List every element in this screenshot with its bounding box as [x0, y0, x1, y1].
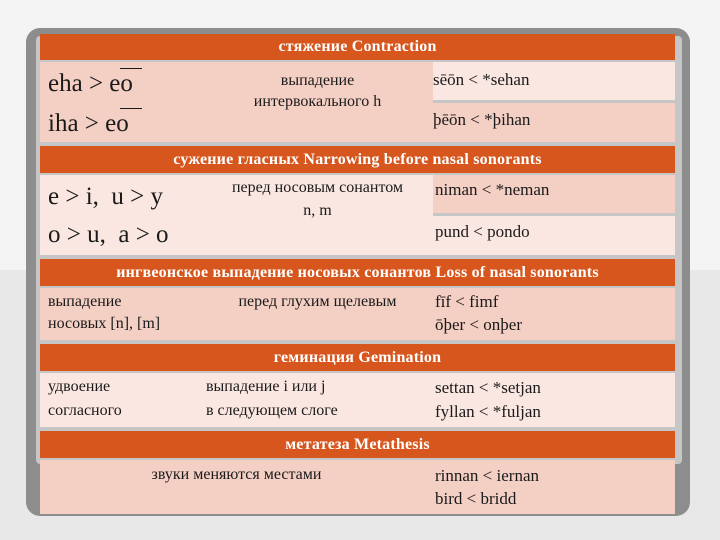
- macron-mark-1: [120, 68, 142, 69]
- narrowing-example-2: pund < pondo: [435, 222, 530, 241]
- contraction-condition-line-2: интервокального h: [253, 93, 382, 110]
- gemination-example-2: fyllan < *fuljan: [435, 402, 541, 421]
- nasal-loss-rule-line-2: носовых [n], [m]: [48, 315, 161, 332]
- macron-mark-2: [120, 108, 142, 109]
- narrowing-condition-cell: [202, 175, 433, 255]
- nasal-loss-example-2: ōþer < onþer: [435, 315, 523, 334]
- nasal-loss-header: ингвеонское выпадение носовых сонантов Loss of nasal sonorants: [40, 259, 675, 286]
- metathesis-description: звуки меняются местами: [151, 466, 322, 483]
- contraction-rules-cell: [40, 62, 202, 142]
- narrowing-rule-1: e > i, u > y: [48, 183, 163, 210]
- contraction-example-cell-2: [433, 103, 675, 142]
- contraction-condition-cell: [202, 62, 433, 142]
- gemination-header: геминация Gemination: [40, 344, 675, 371]
- narrowing-rule-2: o > u, a > o: [48, 221, 169, 248]
- narrowing-rules-cell: [40, 175, 202, 255]
- gemination-rule-line-1: удвоение: [48, 378, 111, 395]
- contraction-rule-1: eha > eo: [48, 70, 133, 97]
- nasal-loss-condition: перед глухим щелевым: [238, 293, 397, 310]
- narrowing-row: [40, 175, 675, 255]
- metathesis-description-cell: [40, 460, 433, 514]
- metathesis-row: [40, 460, 675, 514]
- gemination-example-cell: [433, 373, 675, 427]
- gemination-condition-line-2: в следующем слоге: [206, 402, 338, 419]
- gemination-rule-cell: [40, 373, 202, 427]
- nasal-loss-rule-cell: [40, 288, 202, 340]
- gemination-condition-line-1: выпадение i или j: [206, 378, 326, 395]
- metathesis-example-2: bird < bridd: [435, 489, 517, 508]
- contraction-example-2: þēōn < *þihan: [433, 110, 531, 129]
- gemination-row: [40, 373, 675, 427]
- narrowing-condition-line-2: n, m: [303, 202, 332, 219]
- narrowing-example-1: niman < *neman: [435, 180, 550, 199]
- narrowing-example-cell-2: [433, 216, 675, 255]
- nasal-loss-condition-cell: [202, 288, 433, 340]
- metathesis-example-cell: [433, 460, 675, 514]
- gemination-example-1: settan < *setjan: [435, 378, 541, 397]
- gemination-rule-line-2: согласного: [48, 402, 122, 419]
- contraction-rule-2: iha > eo: [48, 110, 129, 137]
- contraction-example-1: sēōn < *sehan: [433, 70, 530, 89]
- metathesis-header: метатеза Metathesis: [40, 431, 675, 458]
- narrowing-condition-line-1: перед носовым сонантом: [231, 179, 404, 196]
- contraction-header: стяжение Contraction: [40, 34, 675, 60]
- narrowing-example-cell-1: [433, 175, 675, 213]
- nasal-loss-example-1: fīf < fimf: [435, 292, 499, 311]
- nasal-loss-row: [40, 288, 675, 340]
- metathesis-example-1: rinnan < iernan: [435, 466, 539, 485]
- contraction-condition-line-1: выпадение: [280, 72, 355, 89]
- nasal-loss-example-cell: [433, 288, 675, 340]
- gemination-condition-cell: [202, 373, 433, 427]
- contraction-example-cell-1: [433, 62, 675, 100]
- contraction-row: [40, 62, 675, 142]
- nasal-loss-rule-line-1: выпадение: [48, 293, 122, 310]
- narrowing-header: сужение гласных Narrowing before nasal sonorants: [40, 146, 675, 173]
